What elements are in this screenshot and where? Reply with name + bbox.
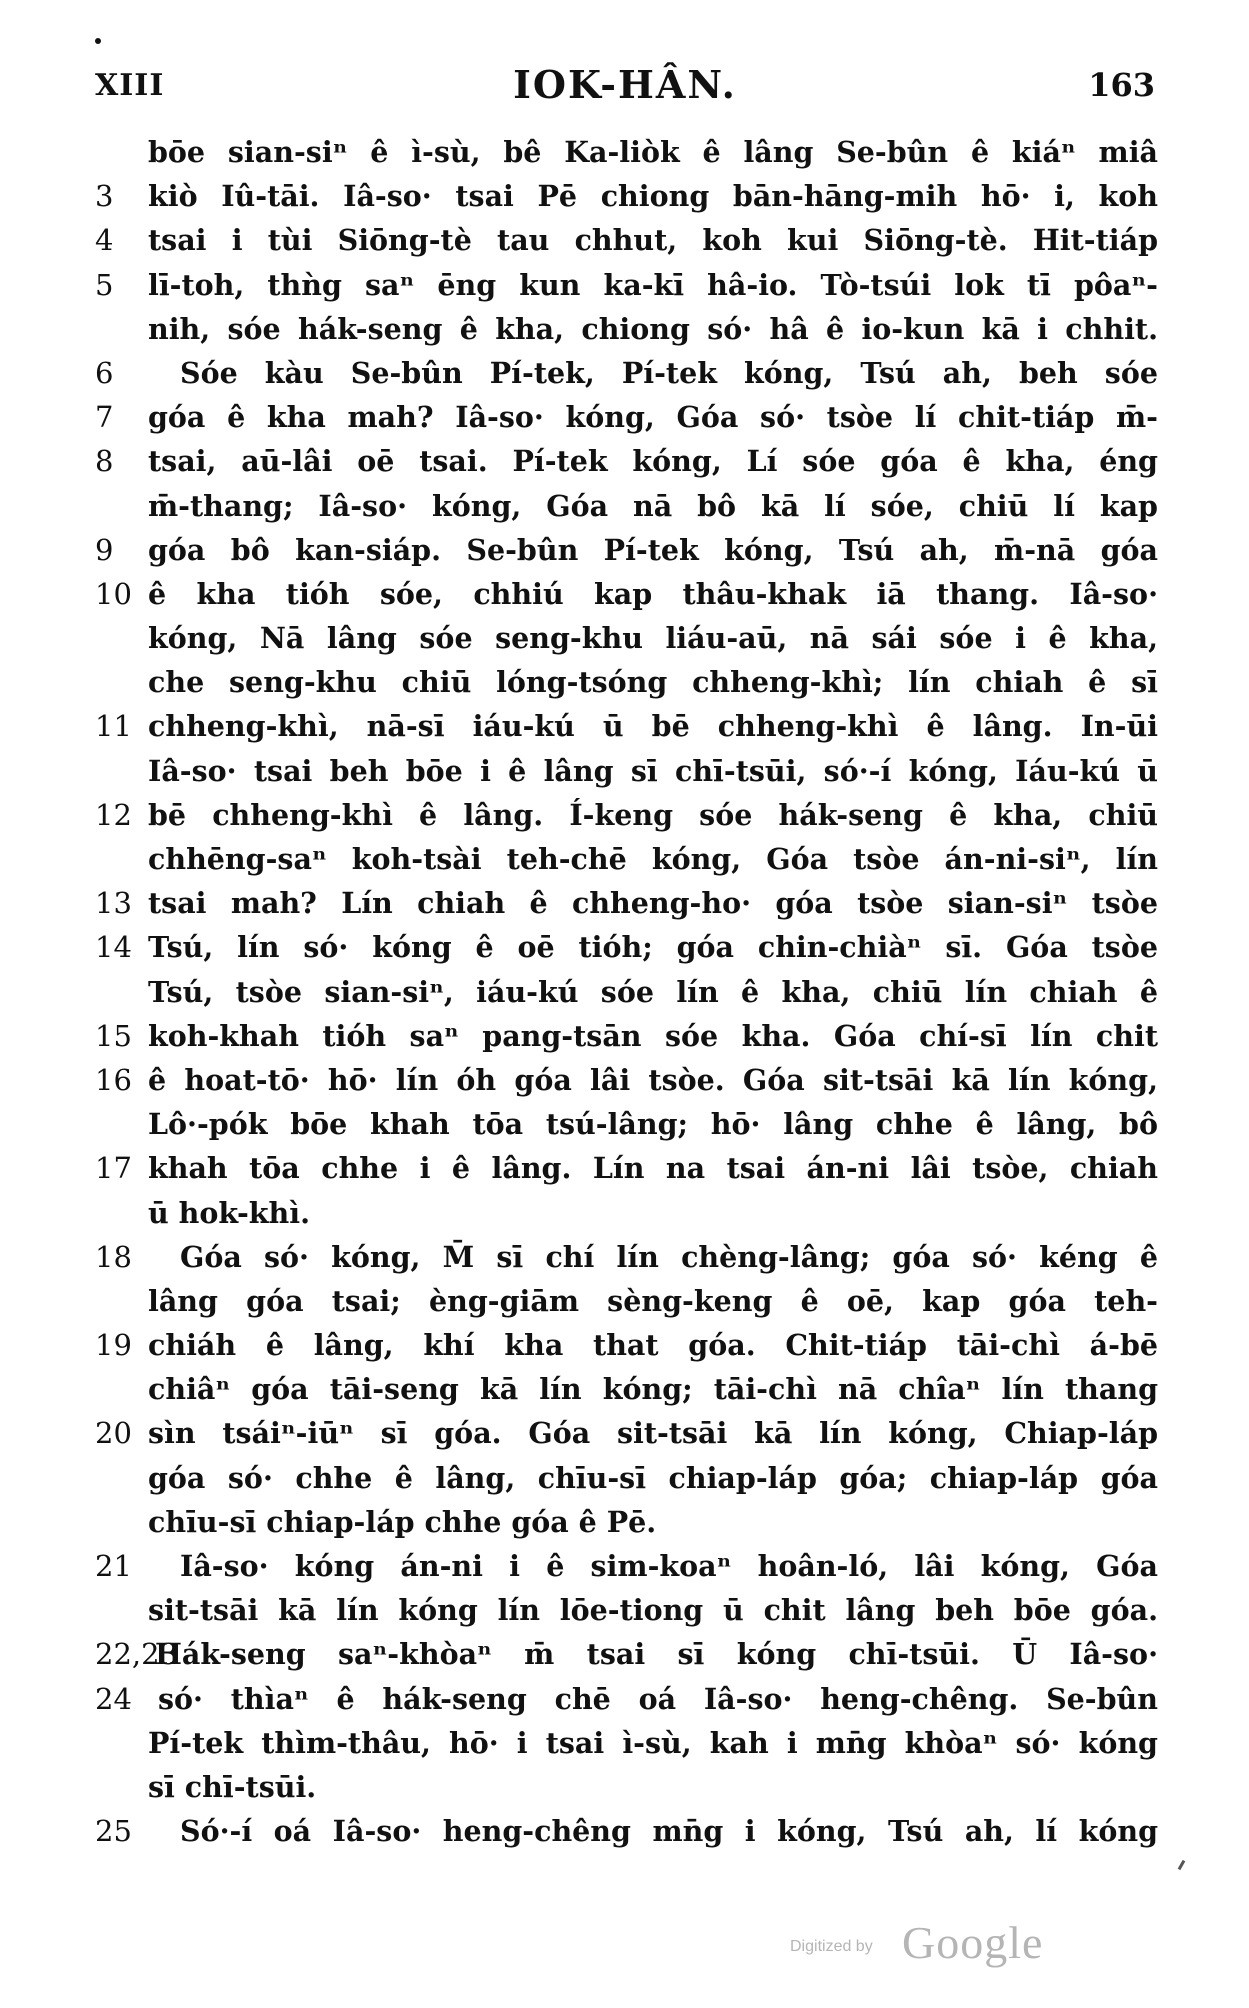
text-line (95, 1588, 1160, 1632)
text-line (95, 572, 1160, 616)
digitized-label: Digitized by (790, 1938, 873, 1955)
text-line (95, 1677, 1160, 1721)
text-line (95, 1058, 1160, 1102)
text-line (95, 1544, 1160, 1588)
text-line (95, 704, 1160, 748)
verse-number: 7 (95, 400, 114, 435)
text-line (95, 837, 1160, 881)
verse-text: Só·-í oá Iâ-so· heng-chêng mn̄g i kóng, Tsú ah, lí kóng (180, 1814, 1158, 1849)
verse-text: che seng-khu chiū lóng-tsóng chheng-khì; lín chiah ê sī (148, 665, 1158, 700)
verse-text: sī chī-tsūi. (148, 1769, 317, 1804)
book-title: IOK-HÂN. (513, 62, 737, 107)
text-line (95, 1323, 1160, 1367)
text-line (95, 1765, 1160, 1809)
text-line (95, 1191, 1160, 1235)
text-line (95, 1367, 1160, 1411)
text-line (95, 616, 1160, 660)
verse-number: 4 (95, 223, 114, 258)
verse-text: Iâ-so· kóng án-ni i ê sim-koaⁿ hoân-ló, lâi kóng, Góa (180, 1549, 1158, 1583)
verse-number: 14 (95, 930, 132, 965)
verse-text: kóng, Nā lâng sóe seng-khu liáu-aū, nā sái sóe i ê kha, (148, 621, 1158, 656)
verse-text: khah tōa chhe i ê lâng. Lín na tsai án-ni lâi tsòe, chiah (148, 1151, 1158, 1186)
verse-text: sit-tsāi kā lín kóng lín lōe-tiong ū chit lâng beh bōe góa. (148, 1593, 1158, 1628)
verse-text: chiáh ê lâng, khí kha that góa. Chit-tiáp tāi-chì á-bē (148, 1328, 1158, 1363)
verse-number: 19 (95, 1328, 132, 1363)
verse-text: chhēng-saⁿ koh-tsài teh-chē kóng, Góa tsòe án-ni-siⁿ, lín (148, 842, 1158, 876)
text-line (95, 1456, 1160, 1500)
text-line (95, 439, 1160, 483)
text-line (95, 1809, 1160, 1853)
text-line (95, 1014, 1160, 1058)
verse-number: 16 (95, 1062, 132, 1097)
verse-text: tsai i tùi Siōng-tè tau chhut, koh kui Siōng-tè. Hit-tiáp (148, 223, 1158, 258)
text-line (95, 660, 1160, 704)
verse-text: sìn tsáiⁿ-iūⁿ sī góa. Góa sit-tsāi kā lín kóng, Chiap-láp (148, 1416, 1158, 1451)
text-line (95, 218, 1160, 262)
verse-number: 9 (95, 532, 114, 567)
text-body (95, 130, 1160, 1853)
verse-text: chīu-sī chiap-láp chhe góa ê Pē. (148, 1504, 657, 1539)
verse-text: bōe sian-siⁿ ê ì-sù, bê Ka-liòk ê lâng Se-bûn ê kiáⁿ miâ (148, 135, 1158, 169)
text-line (95, 793, 1160, 837)
verse-number: 18 (95, 1239, 132, 1274)
verse-text: chheng-khì, nā-sī iáu-kú ū bē chheng-khì ê lâng. In-ūi (148, 709, 1158, 744)
verse-number: 3 (95, 179, 114, 214)
verse-number: 15 (95, 1018, 132, 1053)
verse-number: 21 (95, 1549, 132, 1583)
text-line (95, 1235, 1160, 1279)
verse-text: góa só· chhe ê lâng, chīu-sī chiap-láp góa; chiap-láp góa (148, 1460, 1158, 1495)
verse-text: ê hoat-tō· hō· lín óh góa lâi tsòe. Góa sit-tsāi kā lín kóng, (148, 1062, 1158, 1097)
verse-text: Tsú, lín só· kóng ê oē tióh; góa chin-chiàⁿ sī. Góa tsòe (148, 930, 1158, 965)
text-line (95, 1632, 1160, 1676)
verse-text: góa bô kan-siáp. Se-bûn Pí-tek kóng, Tsú ah, m̄-nā góa (148, 532, 1158, 567)
verse-text: bē chheng-khì ê lâng. Í-keng sóe hák-seng ê kha, chiū (148, 797, 1158, 832)
text-line (95, 1146, 1160, 1190)
text-line (95, 1102, 1160, 1146)
text-line (95, 749, 1160, 793)
verse-number: 24 (95, 1681, 132, 1716)
verse-text: ū hok-khì. (148, 1195, 311, 1230)
page-dot-mark (95, 38, 101, 44)
verse-text: ê kha tióh sóe, chhiú kap thâu-khak iā thang. Iâ-so· (148, 576, 1158, 611)
google-logo: Google (902, 1917, 1044, 1968)
text-line (95, 528, 1160, 572)
verse-number: 11 (95, 709, 132, 744)
verse-number: 13 (95, 886, 132, 921)
verse-text: só· thìaⁿ ê hák-seng chē oá Iâ-so· heng-chêng. Se-bûn (158, 1681, 1158, 1716)
text-line (95, 881, 1160, 925)
text-line (95, 1279, 1160, 1323)
text-line (95, 130, 1160, 174)
verse-number: 6 (95, 355, 114, 390)
verse-text: Sóe kàu Se-bûn Pí-tek, Pí-tek kóng, Tsú ah, beh sóe (180, 355, 1158, 390)
text-line (95, 1411, 1160, 1455)
verse-text: Pí-tek thìm-thâu, hō· i tsai ì-sù, kah i mn̄g khòaⁿ só· kóng (148, 1725, 1158, 1760)
chapter-number: XIII (95, 68, 165, 103)
text-line (95, 925, 1160, 969)
page-header (95, 62, 1155, 112)
verse-text: tsai, aū-lâi oē tsai. Pí-tek kóng, Lí sóe góa ê kha, éng (148, 444, 1158, 479)
verse-text: Iâ-so· tsai beh bōe i ê lâng sī chī-tsūi, só·-í kóng, Iáu-kú ū (148, 753, 1158, 788)
text-line (95, 1721, 1160, 1765)
text-line (95, 263, 1160, 307)
verse-number: 25 (95, 1814, 132, 1849)
verse-number: 22,23 (95, 1637, 179, 1672)
verse-text: m̄-thang; Iâ-so· kóng, Góa nā bô kā lí sóe, chiū lí kap (148, 488, 1158, 523)
verse-text: kiò Iû-tāi. Iâ-so· tsai Pē chiong bān-hāng-mih hō· i, koh (148, 179, 1158, 214)
verse-number: 12 (95, 797, 132, 832)
verse-number: 17 (95, 1151, 132, 1186)
text-line (95, 307, 1160, 351)
verse-text: koh-khah tióh saⁿ pang-tsān sóe kha. Góa chí-sī lín chit (148, 1018, 1158, 1053)
text-line (95, 484, 1160, 528)
verse-text: góa ê kha mah? Iâ-so· kóng, Góa só· tsòe lí chit-tiáp m̄- (148, 400, 1158, 435)
verse-text: nih, sóe hák-seng ê kha, chiong só· hâ ê io-kun kā i chhit. (148, 311, 1158, 346)
text-line (95, 1500, 1160, 1544)
verse-number: 5 (95, 267, 114, 302)
verse-number: 20 (95, 1416, 132, 1451)
verse-text: lī-toh, thǹg saⁿ ēng kun ka-kī hâ-io. Tò-tsúi lok tī pôaⁿ- (148, 267, 1158, 302)
page-number: 163 (1088, 66, 1155, 104)
digitized-watermark (790, 1910, 1090, 1970)
text-line (95, 395, 1160, 439)
verse-text: chiâⁿ góa tāi-seng kā lín kóng; tāi-chì nā chîaⁿ lín thang (148, 1372, 1158, 1407)
verse-text: Lô·-pók bōe khah tōa tsú-lâng; hō· lâng chhe ê lâng, bô (148, 1107, 1158, 1142)
verse-text: tsai mah? Lín chiah ê chheng-ho· góa tsòe sian-siⁿ tsòe (148, 886, 1158, 921)
text-line (95, 970, 1160, 1014)
verse-number: 10 (95, 576, 132, 611)
verse-text: Hák-seng saⁿ-khòaⁿ m̄ tsai sī kóng chī-tsūi. Ū Iâ-so· (155, 1637, 1158, 1672)
scan-mark (1178, 1860, 1186, 1870)
verse-text: Góa só· kóng, M̄ sī chí lín chèng-lâng; góa só· kéng ê (180, 1239, 1158, 1274)
text-line (95, 351, 1160, 395)
text-line (95, 174, 1160, 218)
verse-text: lâng góa tsai; èng-giām sèng-keng ê oē, kap góa teh- (148, 1283, 1158, 1318)
verse-text: Tsú, tsòe sian-siⁿ, iáu-kú sóe lín ê kha, chiū lín chiah ê (148, 974, 1158, 1009)
verse-number: 8 (95, 444, 114, 479)
